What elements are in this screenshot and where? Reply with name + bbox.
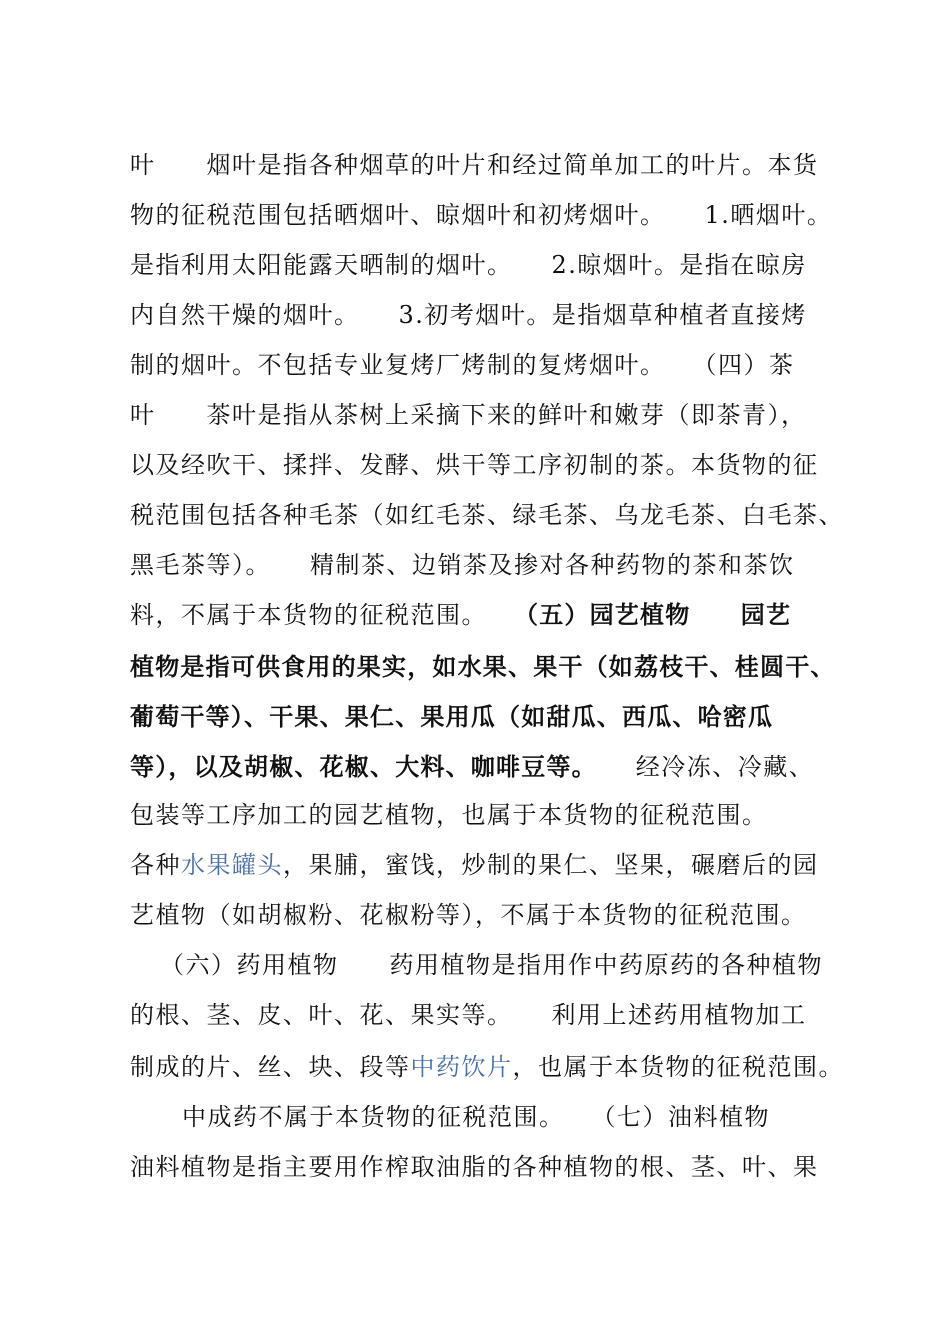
text-line: 叶 烟叶是指各种烟草的叶片和经过简单加工的叶片。本货 <box>130 151 819 179</box>
text-segment: ，也属于本货物的征税范围。 <box>512 1053 844 1081</box>
text-line: 艺植物（如胡椒粉、花椒粉等），不属于本货物的征税范围。 <box>130 901 807 929</box>
text-line <box>130 1052 844 1082</box>
text-segment: 各种 <box>130 851 181 879</box>
text-segment: ，果脯，蜜饯，炒制的果仁、坚果，碾磨后的园 <box>283 851 819 879</box>
text-line: 油料植物是指主要用作榨取油脂的各种植物的根、茎、叶、果 <box>130 1153 819 1181</box>
link-herbal-slices[interactable]: 中药饮片 <box>410 1053 513 1081</box>
text-line: 黑毛茶等）。 精制茶、边销茶及掺对各种药物的茶和茶饮 <box>130 551 795 579</box>
text-line: 内自然干燥的烟叶。 3.初考烟叶。是指烟草种植者直接烤 <box>130 301 807 329</box>
text-line: 包装等工序加工的园艺植物，也属于本货物的征税范围。 <box>130 801 768 829</box>
text-line: 物的征税范围包括晒烟叶、晾烟叶和初烤烟叶。 1.晒烟叶。 <box>130 201 833 229</box>
text-line: 是指利用太阳能露天晒制的烟叶。 2.晾烟叶。是指在晾房 <box>130 251 807 279</box>
link-canned-fruit[interactable]: 水果罐头 <box>181 851 283 879</box>
text-segment-bold: 等），以及胡椒、花椒、大料、咖啡豆等。 <box>130 753 585 781</box>
text-line: 中成药不属于本货物的征税范围。 （七）油料植物 <box>182 1103 770 1131</box>
text-segment: 料，不属于本货物的征税范围。 <box>130 601 526 629</box>
text-line <box>130 850 819 880</box>
text-line <box>130 752 814 782</box>
text-segment: 经冷冻、冷藏、 <box>584 753 815 781</box>
text-line: 以及经吹干、揉拌、发酵、烘干等工序初制的茶。本货物的征 <box>130 451 819 479</box>
text-line: 制的烟叶。不包括专业复烤厂烤制的复烤烟叶。 （四）茶 <box>130 351 795 379</box>
text-line-bold: 植物是指可供食用的果实，如水果、果干（如荔枝干、桂圆干、 <box>130 653 836 681</box>
text-line <box>130 600 791 630</box>
section-heading-horticulture: （五）园艺植物 园艺 <box>526 601 792 629</box>
text-segment: 制成的片、丝、块、段等 <box>130 1053 411 1081</box>
text-line: 税范围包括各种毛茶（如红毛茶、绿毛茶、乌龙毛茶、白毛茶、 <box>130 501 844 529</box>
text-line: 的根、茎、皮、叶、花、果实等。 利用上述药用植物加工 <box>130 1001 807 1029</box>
text-line: 叶 茶叶是指从茶树上采摘下来的鲜叶和嫩芽（即茶青）， <box>130 401 807 429</box>
text-line-bold: 葡萄干等）、干果、果仁、果用瓜（如甜瓜、西瓜、哈密瓜 <box>130 703 774 731</box>
text-line: （六）药用植物 药用植物是指用作中药原药的各种植物 <box>160 951 823 979</box>
